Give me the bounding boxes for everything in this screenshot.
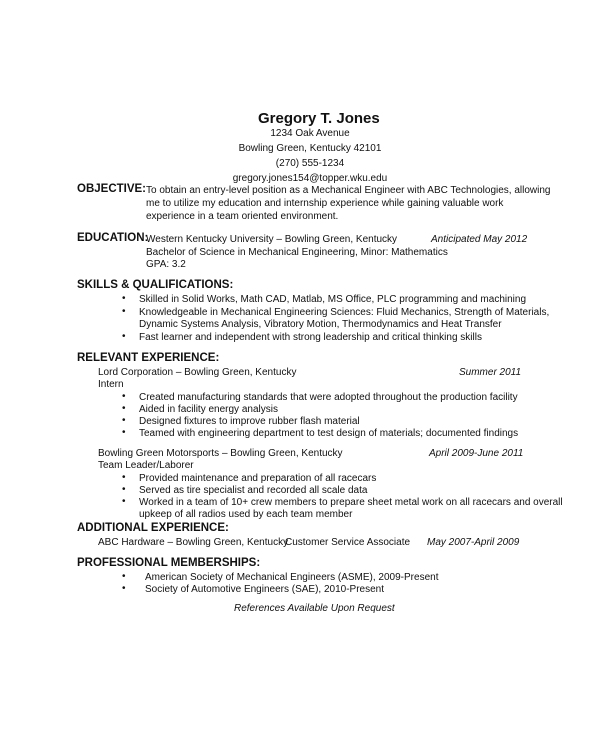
job-duty: Teamed with engineering department to test design of materials; documented findings [139,428,519,439]
job-duty: Provided maintenance and preparation of all racecars [139,473,377,484]
additional-experience-heading: ADDITIONAL EXPERIENCE: [77,522,229,534]
job-date: April 2009-June 2011 [429,448,524,459]
bullet-icon: • [122,496,126,507]
job-duty: Designed fixtures to improve rubber flash material [139,416,360,427]
additional-employer: ABC Hardware – Bowling Green, Kentucky [98,537,289,548]
email-line[interactable]: gregory.jones154@topper.wku.edu [232,173,388,184]
job-date: Summer 2011 [459,367,522,378]
additional-title: Customer Service Associate [285,537,411,548]
job-duty: Served as tire specialist and recorded all scale data [139,485,368,496]
objective-line: experience in a team oriented environment. [146,211,339,222]
bullet-icon: • [122,427,126,438]
bullet-icon: • [122,472,126,483]
phone-line: (270) 555-1234 [275,158,345,169]
additional-date: May 2007-April 2009 [427,537,520,548]
references-note: References Available Upon Request [234,603,395,614]
education-heading: EDUCATION: [77,232,149,244]
bullet-icon: • [122,415,126,426]
job-employer: Lord Corporation – Bowling Green, Kentucky [98,367,297,378]
bullet-icon: • [122,391,126,402]
memberships-heading: PROFESSIONAL MEMBERSHIPS: [77,557,261,569]
objective-heading: OBJECTIVE: [77,183,147,195]
address-line: 1234 Oak Avenue [270,128,350,139]
job-employer: Bowling Green Motorsports – Bowling Green, Kentucky [98,448,343,459]
job-duty: Created manufacturing standards that were adopted throughout the production facility [139,392,518,403]
skill-item: Fast learner and independent with strong leadership and critical thinking skills [139,332,482,343]
job-duty: Worked in a team of 10+ crew members to prepare sheet metal work on all racecars and overall [139,497,563,508]
education-gpa: GPA: 3.2 [146,259,186,270]
education-degree: Bachelor of Science in Mechanical Engineering, Minor: Mathematics [146,247,448,258]
skill-item: Skilled in Solid Works, Math CAD, Matlab, MS Office, PLC programming and machining [139,294,527,305]
skill-item: Knowledgeable in Mechanical Engineering Sciences: Fluid Mechanics, Strength of Materials, [139,307,550,318]
city-line: Bowling Green, Kentucky 42101 [238,143,382,154]
bullet-icon: • [122,403,126,414]
bullet-icon: • [122,484,126,495]
membership-item: Society of Automotive Engineers (SAE), 2010-Present [145,584,385,595]
relevant-experience-heading: RELEVANT EXPERIENCE: [77,352,220,364]
objective-text [146,184,551,223]
candidate-name: Gregory T. Jones [258,110,380,127]
contact-block [200,126,420,186]
skills-heading: SKILLS & QUALIFICATIONS: [77,279,234,291]
bullet-icon: • [122,293,126,304]
education-school: Western Kentucky University – Bowling Green, Kentucky [146,234,398,245]
bullet-icon: • [122,306,126,317]
objective-line: To obtain an entry-level position as a Mechanical Engineer with ABC Technologies, allowing [146,185,551,196]
skill-item-continued: Dynamic Systems Analysis, Vibratory Motion, Thermodynamics and Heat Transfer [139,319,502,330]
objective-line: me to utilize my education and internship experience while gaining valuable work [146,198,504,209]
job-duty: Aided in facility energy analysis [139,404,278,415]
education-date: Anticipated May 2012 [431,234,528,245]
membership-item: American Society of Mechanical Engineers (ASME), 2009-Present [145,572,439,583]
bullet-icon: • [122,331,126,342]
job-title: Intern [98,379,124,390]
job-duty-continued: upkeep of all radios used by each team member [139,509,353,520]
bullet-icon: • [122,571,126,582]
job-title: Team Leader/Laborer [98,460,194,471]
bullet-icon: • [122,583,126,594]
